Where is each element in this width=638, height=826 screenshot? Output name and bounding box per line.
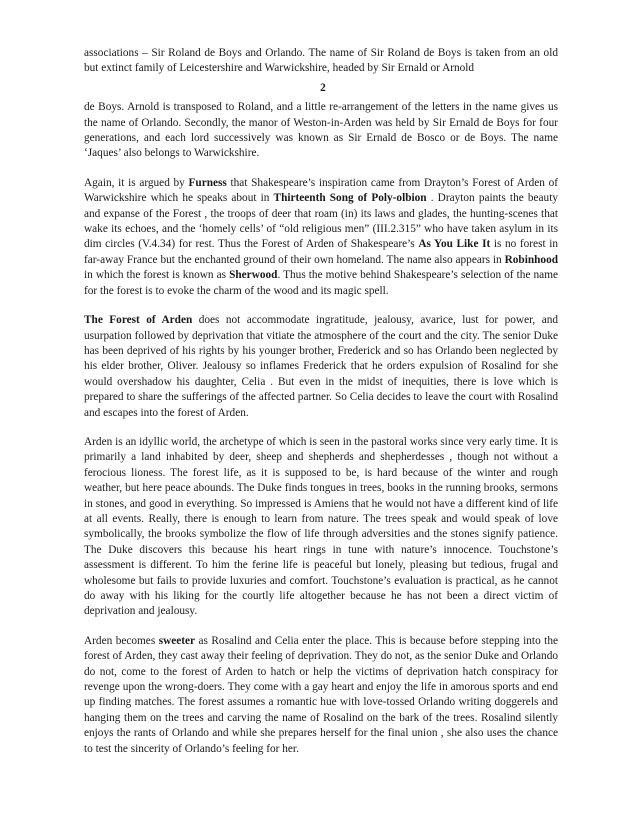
text-run: as Rosalind and Celia enter the place. This is because before stepping into the forest of Arden, they cast away their feeling of deprivation. They do not, as the senior Duke and Orlando do not, come to the forest of Arden to hatch or help the victims of deprivation hatch conspiracy for revenge upon the wrong-doers. They come with a gay heart and enjoy the life in amorous sports and end up finding matches. The forest assumes a romantic hue with love-tossed Orlando writing doggerels and hanging them on the trees and carving the name of Rosalind on the bark of the trees. Rosalind silently enjoys the rants of Orlando and while she prepares herself for the final union , she also uses the chance to test the sincerity of Orlando’s feeling for her.: [84, 634, 558, 755]
text-run: Arden becomes: [84, 634, 159, 647]
text-run: is no forest in far-away France but the enchanted ground of their own homeland. The name also appears in: [84, 238, 558, 266]
page-number: 2: [320, 81, 326, 94]
text-run: . Drayton paints the beauty and expanse of the Forest , the troops of deer that roam (in) its laws and glades, the hunting-scenes that wake its echoes, and the ‘homely cells’ of “old religious men” (III.2.315” who have taken asylum in its dim circles (V.4.34) for rest. Thus the Forest of Arden of Shakespeare’s: [84, 192, 558, 251]
text-run: . Thus the motive behind Shakespeare’s selection of the name for the forest is to evoke the charm of the wood and its magic spell.: [84, 269, 558, 297]
bold-sweeter: sweeter: [158, 634, 196, 647]
paragraph-idyllic-world: Arden is an idyllic world, the archetype of which is seen in the pastoral works since very early time. It is primarily a land inhabited by deer, sheep and shepherds and shepherdesses , though not without a ferocious lioness. The forest life, as it is supposed to be, is hard because of the winter and rough weather, but here peace abounds. The Duke finds tongues in trees, books in the running brooks, sermons in stones, and good in everything. So impressed is Amiens that he would not have a different kind of life at all events. Really, there is enough to learn from nature. The trees speak and would speak of love symbolically, the brooks symbolize the flow of life through adversities and the stones signify patience. The Duke discovers this because his heart rings in tune with nature’s innocence. Touchstone’s assessment is different. To him the ferine life is peaceful but lonely, pleasing but tedious, frugal and wholesome but fails to provide luxuries and comfort. Touchstone’s evaluation is practical, as he cannot do away with his liking for the courtly life altogether because he has not been a direct victim of deprivation and jealousy.: [84, 435, 558, 618]
text-run: Again, it is argued by: [84, 176, 189, 189]
paragraph-forest-of-arden: [84, 313, 558, 421]
paragraph-intro: associations – Sir Roland de Boys and Orlando. The name of Sir Roland de Boys is taken from an old but extinct family of Leicestershire and Warwickshire, headed by Sir Ernald or Arnold: [84, 47, 558, 75]
text-run: in which the forest is known as: [84, 269, 230, 282]
text-run: that Shakespeare’s inspiration came from Drayton’s Forest of Arden of Warwickshire which he speaks about in: [84, 176, 558, 205]
bold-poly-olbion: Thirteenth Song of Poly-olbion: [273, 192, 427, 205]
bold-sherwood: Sherwood: [229, 269, 278, 282]
document-page: [84, 46, 558, 771]
bold-forest-of-arden: The Forest of Arden: [84, 314, 193, 327]
bold-robinhood: Robinhood: [504, 253, 558, 266]
paragraph-furness: [84, 176, 558, 299]
bold-as-you-like-it: As You Like It: [418, 238, 491, 251]
text-run: does not accommodate ingratitude, jealousy, avarice, lust for power, and usurpation followed by deprivation that vitiate the atmosphere of the court and the city. The senior Duke has been deprived of his rights by his younger brother, Frederick and so has Orlando been neglected by his elder brother, Oliver. Jealousy so inflames Frederick that he orders expulsion of Rosalind for she would overshadow his daughter, Celia . But even in the midst of inequities, there is love which is prepared to share the sufferings of the affected partner. So Celia decides to leave the court with Rosalind and escapes into the forest of Arden.: [84, 314, 559, 419]
paragraph-de-boys: de Boys. Arnold is transposed to Roland, and a little re-arrangement of the letters in the name gives us the name of Orlando. Secondly, the manor of Weston-in-Arden was held by Sir Ernald de Boys for four generations, and each lord successively was known as Sir Ernald de Bosco or de Boys. The name ‘Jaques’ also belongs to Warwickshire.: [84, 101, 558, 160]
paragraph-sweeter: [84, 634, 558, 757]
bold-furness: Furness: [188, 176, 227, 189]
